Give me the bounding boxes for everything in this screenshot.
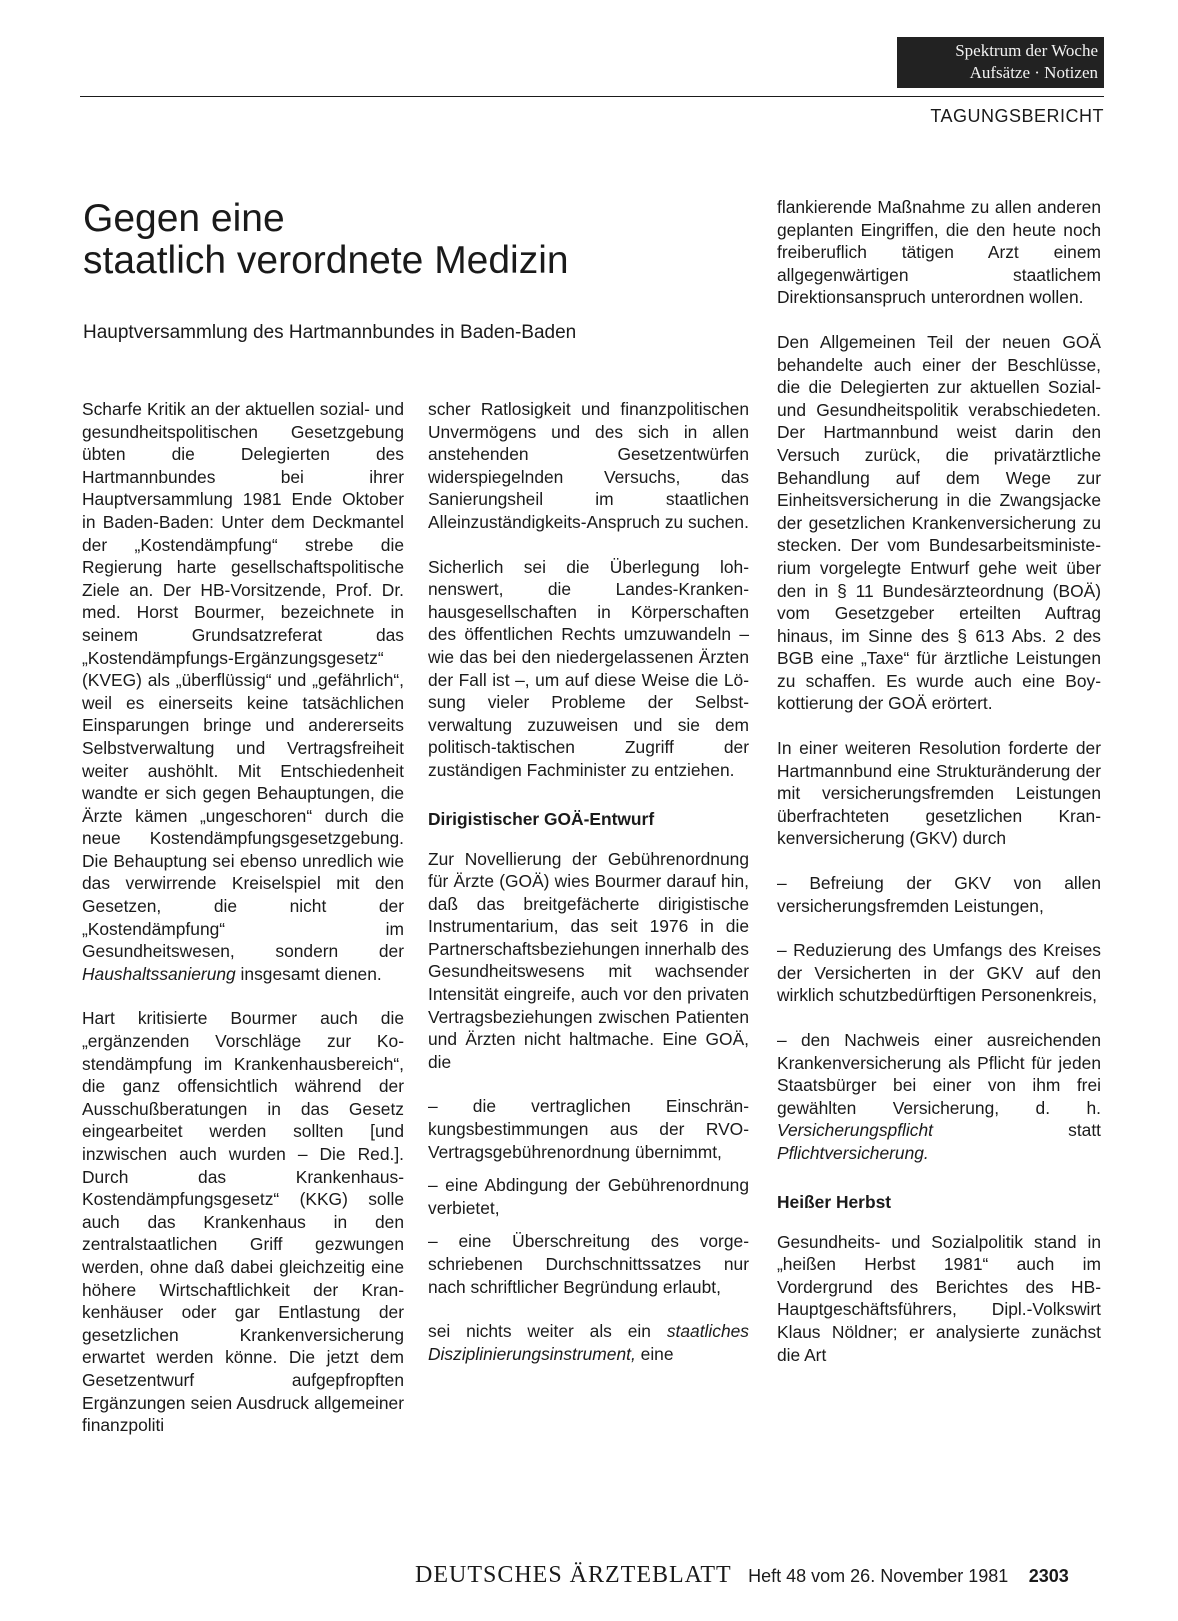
section-heading: Dirigistischer GOÄ-Entwurf — [428, 808, 655, 829]
paragraph: Gesundheits- und Sozialpolitik stand in „heißen Herbst 1981“ auch im Vordergrund des Berichtes des HB-Hauptgeschäftsführers, Dipl.-Volkswirt Klaus Nöldner; er analysierte zunächst die Art — [777, 1231, 1101, 1365]
paragraph: scher Ratlosigkeit und finanzpolitischen Unvermögens und des sich in allen anstehenden Gesetzentwürfen widerspiegelnden Versuchs, das Sanierungsheil im staatlichen Alleinzuständigkeits-Anspruch zu suchen. — [428, 399, 749, 532]
list-item: – eine Abdingung der Gebührenordnung verbietet, — [428, 1175, 749, 1218]
section-label-line1: Spektrum der Woche — [955, 41, 1098, 60]
paragraph: Scharfe Kritik an der aktuellen sozial- und gesundheitspolitischen Gesetzgebung übten die Delegierten des Hartmannbundes bei ihrer Hauptversammlung 1981 Ende Oktober in Baden-Baden: Unter dem Deckmantel der „Kostendämpfung“ strebe die Regierung harte gesellschaftspolitische Ziele an. Der HB-Vorsitzende, Prof. Dr. med. Horst Bourmer, bezeichnete in seinem Grundsatzreferat das „Kostendämpfungs-Ergänzungsgesetz“ (KVEG) als „überflüssig“ und „gefährlich“, weil es einerseits keine tatsächlichen Einsparungen bringe und andererseits Selbstverwaltung und Vertragsfreiheit weiter aushöhlt. Mit Entschiedenheit wandte er sich gegen Behauptungen, die Ärzte kämen „ungeschoren“ durch die neue Kostendämpfungsgesetzgebung. Die Behauptung sei ebenso unredlich wie das verwirrende Kreiselspiel mit den Gesetzen, die nicht der „Kostendämpfung“ im Gesundheitswesen, sondern der Haushaltssanierung insgesamt dienen. — [82, 399, 404, 984]
section-label-box — [897, 37, 1104, 88]
article-title — [83, 198, 723, 282]
title-line-2: staatlich verordnete Medizin — [83, 239, 569, 282]
list-item: – Befreiung der GKV von allen versicherungsfremden Leistungen, — [777, 873, 1101, 916]
report-type: TAGUNGSBERICHT — [930, 106, 1104, 126]
text-column-3 — [777, 196, 1101, 1388]
journal-name: DEUTSCHES ÄRZTEBLATT — [415, 1562, 732, 1588]
page-footer — [415, 1562, 1105, 1592]
section-label-line2: Aufsätze · Notizen — [969, 63, 1098, 82]
paragraph: Den Allgemeinen Teil der neuen GOÄ behandelte auch einer der Beschlüsse, die die Delegierten zur aktuellen Sozial- und Gesundheitspolitik verabschiedeten. Der Hartmannbund weist darin den Versuch zurück, die privatärztliche Behandlung auf dem Wege zur Einheitsversicherung in die Zwangsjacke der gesetzlichen Krankenversicherung zu stecken. Der vom Bundesarbeitsministerium vorgelegte Entwurf gehe weit über den in § 11 Bundesärzteordnung (BOÄ) vom Gesetzgeber erteilten Auftrag hinaus, im Sinne des § 613 Abs. 2 des BGB eine „Taxe“ für ärztliche Leistungen zu schaffen. Es wurde auch eine Boykottierung der GOÄ erörtert. — [777, 331, 1101, 714]
article-subtitle: Hauptversammlung des Hartmannbundes in Baden-Baden — [83, 322, 577, 343]
page-number: 2303 — [1028, 1566, 1069, 1586]
paragraph: Zur Novellierung der Gebührenordnung für Ärzte (GOÄ) wies Bourmer darauf hin, daß das breitgefächerte dirigistische Instrumentarium, das seit 1976 in die Partnerschaftsbeziehungen innerhalb des Gesundheitswesens mit wachsender Intensität eingreife, auch vor den privaten Vertragsbeziehungen zwischen Patienten und Ärzten nicht haltmache. Eine GOÄ, die — [428, 848, 749, 1072]
title-line-1: Gegen eine — [83, 197, 285, 240]
issue-info: Heft 48 vom 26. November 1981 — [748, 1566, 1009, 1586]
list-item: – die vertraglichen Einschränkungsbestimmungen aus der RVO-Vertragsgebührenordnung übernimmt, — [428, 1096, 749, 1162]
paragraph: flankierende Maßnahme zu allen anderen geplanten Eingriffen, die den heute noch freiberuflich tätigen Arzt einem allgegenwärtigen staatlichem Direktionsanspruch unterordnen wollen. — [777, 197, 1101, 308]
section-heading: Heißer Herbst — [777, 1191, 892, 1212]
text-column-2 — [428, 398, 749, 1387]
list-item: – Reduzierung des Umfangs des Kreises der Versicherten in der GKV auf den wirklich schutzbedürftigen Personenkreis, — [777, 940, 1101, 1006]
paragraph: Hart kritisierte Bourmer auch die „ergänzenden Vorschläge zur Kostendämpfung im Krankenhausbereich“, die ganz offensichtlich während der Ausschußberatungen in das Gesetz eingearbeitet werden sollten [und inzwischen auch wurden – Die Red.]. Durch das Krankenhaus-Kostendämpfungsgesetz“ (KKG) solle auch das Krankenhaus in den zentralstaatlichen Griff gezwungen werden, ohne daß dabei gleichzeitig eine höhere Wirtschaftlichkeit der Krankenhäuser oder gar Entlastung der gesetzlichen Krankenversicherung erwartet werden könne. Die jetzt dem Gesetzentwurf aufgepfropften Ergänzungen seien Ausdruck allgemeiner finanzpoliti — [82, 1008, 404, 1436]
paragraph: In einer weiteren Resolution forderte der Hartmannbund eine Strukturänderung der mit versicherungsfremden Leistungen überfrachteten gesetzlichen Krankenversicherung (GKV) durch — [777, 738, 1101, 849]
list-item: – eine Überschreitung des vorgeschriebenen Durchschnittssatzes nur nach schriftlicher Begründung erlaubt, — [428, 1231, 749, 1297]
text-column-1 — [82, 398, 404, 1459]
header-rule — [80, 96, 1104, 97]
list-item: – den Nachweis einer ausreichenden Krankenversicherung als Pflicht für jeden Staatsbürger bei einer von ihm frei gewählten Versicherung, d. h. Versicherungspflicht statt Pflichtversicherung. — [777, 1030, 1101, 1163]
paragraph: Sicherlich sei die Überlegung lohnenswert, die Landes-Krankenhausgesellschaften in Körperschaften des öffentlichen Rechts umzuwandeln – wie das bei den niedergelassenen Ärzten der Fall ist –, um auf diese Weise die Lösung vieler Probleme der Selbstverwaltung zuzuweisen und sie dem politisch-taktischen Zugriff der zuständigen Fachminister zu entziehen. — [428, 556, 749, 780]
paragraph: sei nichts weiter als ein staatliches Disziplinierungsinstrument, eine — [428, 1321, 749, 1364]
